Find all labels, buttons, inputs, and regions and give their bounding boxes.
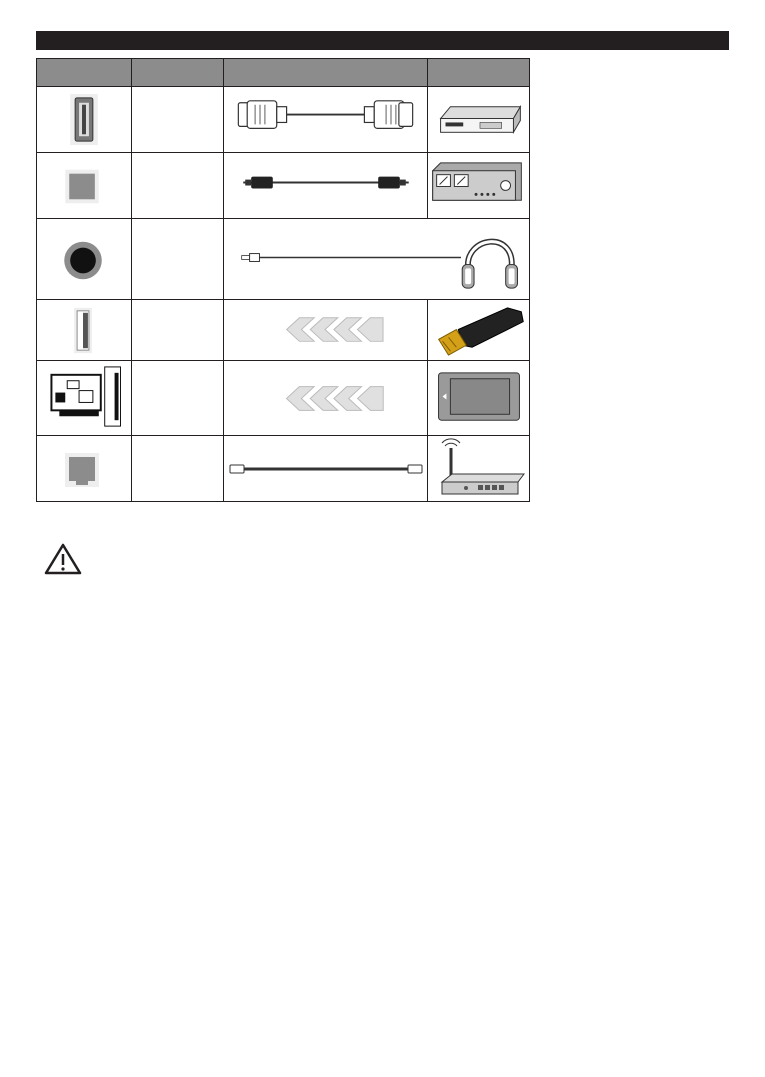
dvd-player-icon <box>428 87 529 152</box>
audio-amplifier-icon <box>428 153 529 218</box>
connections-table <box>36 58 530 502</box>
hdmi-cable-icon <box>224 87 427 152</box>
insert-arrows-icon <box>224 361 427 435</box>
ci-slot-icon <box>37 361 131 435</box>
table-row <box>37 87 529 153</box>
header-connector <box>37 59 132 86</box>
header-type <box>132 59 224 86</box>
table-row <box>37 153 529 219</box>
optical-cable-icon <box>224 153 427 218</box>
table-row <box>37 219 529 300</box>
header-device <box>428 59 529 86</box>
header-title <box>36 35 42 47</box>
warning-icon <box>44 542 82 576</box>
optical-port-icon <box>37 153 131 218</box>
header-cables <box>224 59 428 86</box>
table-row <box>37 436 529 501</box>
table-header-row <box>37 59 529 87</box>
router-icon <box>428 436 529 501</box>
ethernet-cable-icon <box>224 436 427 501</box>
ethernet-port-icon <box>37 436 131 501</box>
headphone-jack-icon <box>37 219 131 299</box>
cam-module-icon <box>428 361 529 435</box>
usb-stick-icon <box>428 300 529 360</box>
usb-port-icon <box>37 300 131 360</box>
headphones-icon <box>428 219 529 299</box>
hdmi-port-icon <box>37 87 131 152</box>
header-bar <box>36 31 729 50</box>
table-row <box>37 300 529 361</box>
insert-arrows-icon <box>224 300 427 360</box>
table-row <box>37 361 529 436</box>
